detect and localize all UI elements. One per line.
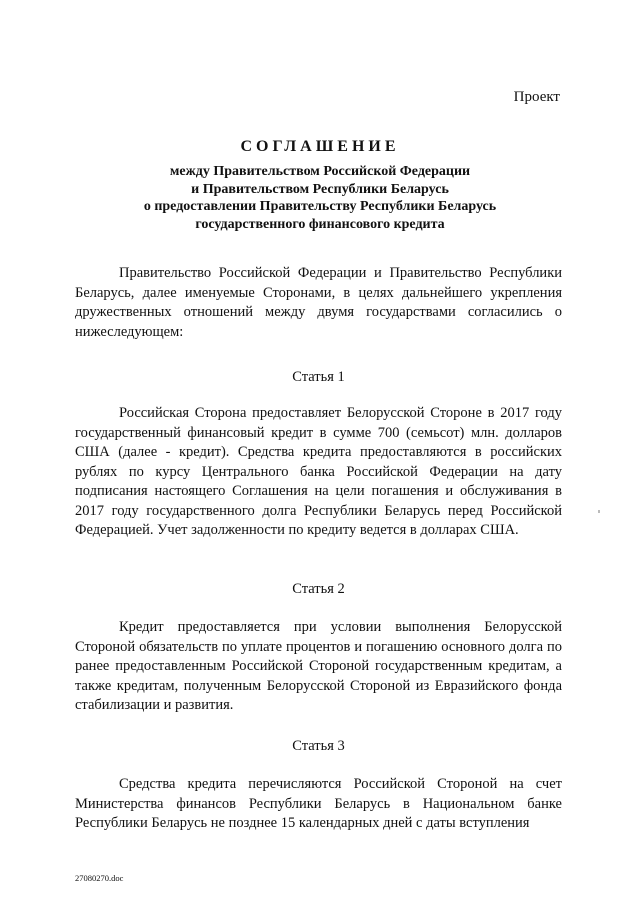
subtitle-line-2: и Правительством Республики Беларусь <box>191 181 449 197</box>
article-2-heading: Статья 2 <box>292 581 345 597</box>
article-3-heading: Статья 3 <box>292 738 345 754</box>
subtitle-line-3: о предоставлении Правительству Республики Беларусь <box>143 199 497 214</box>
preamble-block <box>75 264 562 342</box>
scan-speck <box>598 510 600 513</box>
article-1-heading: Статья 1 <box>292 369 345 385</box>
article-1-paragraph: Российская Сторона предоставляет Белорусской Стороне в 2017 году государственный финансовый кредит в сумме 700 (семьсот) млн. долларов США (далее - кредит). Средства кредита предоставляются в российских рублях по курсу Центрального банка Российской Федерации на дату подписания настоящего Соглашения на цели погашения и обслуживания в 2017 году государственного долга Республики Беларусь перед Российской Федерацией. Учет задолженности по кредиту ведется в долларах США. <box>75 405 562 538</box>
article-2-block <box>75 618 562 716</box>
article-3-block <box>75 775 562 834</box>
footer-filename: 27080270.doc <box>75 873 124 883</box>
preamble-paragraph: Правительство Российской Федерации и Правительство Республики Беларусь, далее именуемые Сторонами, в целях дальнейшего укрепления дружественных отношений между двумя государствами согласились о нижеследующем: <box>75 265 562 340</box>
article-2-paragraph: Кредит предоставляется при условии выполнения Белорусской Стороной обязательств по уплате процентов и погашению основного долга по ранее предоставленным Российской Стороной государственным кредитам, а также кредитам, полученным Белорусской Стороной из Евразийского фонда стабилизации и развития. <box>75 619 562 713</box>
draft-label: Проект <box>513 89 560 105</box>
article-3-paragraph: Средства кредита перечисляются Российской Стороной на счет Министерства финансов Республики Беларусь в Национальном банке Республики Беларусь не позднее 15 календарных дней с даты вступления <box>75 776 562 831</box>
subtitle-line-4: государственного финансового кредита <box>195 216 445 232</box>
document-title: СОГЛАШЕНИЕ <box>240 138 400 155</box>
subtitle-line-1: между Правительством Российской Федерации <box>169 164 471 179</box>
article-1-block <box>75 404 562 541</box>
title-block <box>70 137 570 233</box>
